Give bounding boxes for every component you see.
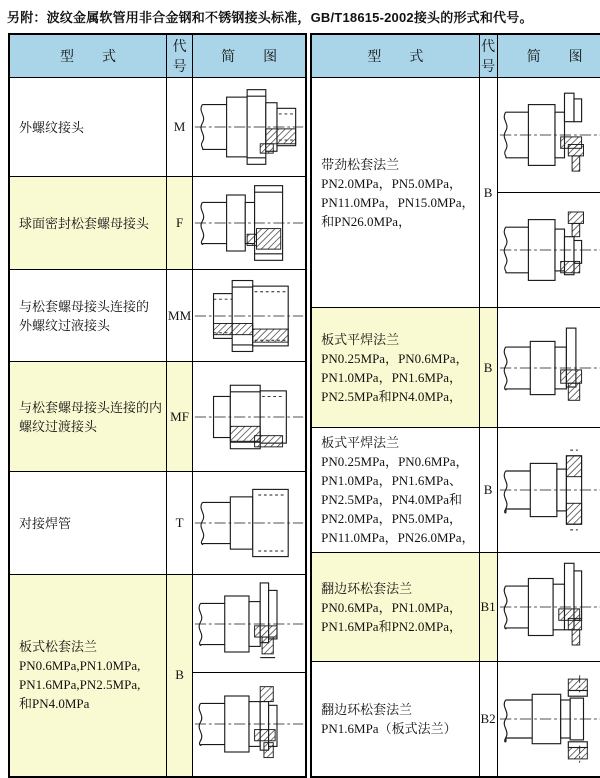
document-page <box>0 7 600 778</box>
type-cell <box>9 177 167 270</box>
fitting-diagram <box>193 271 305 361</box>
table-row <box>311 428 600 553</box>
code-cell: B1 <box>479 553 497 662</box>
diagram-cell <box>497 662 600 777</box>
type-line: PN1.6MPa和PN2.0MPa， <box>321 618 462 634</box>
type-line: PN0.6MPa,PN1.0MPa, <box>19 658 141 674</box>
type-line: PN11.0MPa，PN15.0MPa， <box>321 194 475 210</box>
type-cell <box>311 428 479 553</box>
fitting-diagram <box>193 478 305 568</box>
page-title: 另附：波纹金属软管用非合金钢和不锈钢接头标准，GB/T18615-2002接头的形式和代号。 <box>7 10 533 25</box>
type-line: 板式平焊法兰 <box>321 331 400 347</box>
table-row <box>9 472 306 575</box>
header-row <box>311 34 600 78</box>
header-type: 型 式 <box>9 34 167 78</box>
header-code: 代号 <box>479 34 497 78</box>
type-cell <box>311 308 479 428</box>
diagram-cell <box>193 472 307 575</box>
type-cell <box>9 362 167 472</box>
type-cell <box>311 553 479 662</box>
type-line: 板式松套法兰 <box>19 639 98 655</box>
type-line: PN1.0MPa，PN1.6MPa、 <box>321 473 462 488</box>
diagram-cell <box>497 553 600 662</box>
table-row <box>311 662 600 777</box>
type-line: 板式平焊法兰 <box>321 435 400 450</box>
type-line: PN0.25MPa，PN0.6MPa， <box>321 350 469 366</box>
type-line: PN2.0MPa，PN5.0MPa， <box>321 175 462 191</box>
header-diagram: 简 图 <box>193 34 307 78</box>
type-cell <box>9 575 167 777</box>
code-cell: B <box>479 78 497 308</box>
joint-table-left <box>8 33 307 778</box>
type-cell <box>311 662 479 777</box>
diagram-cell <box>497 308 600 428</box>
table-row <box>311 553 600 662</box>
type-line: PN2.0MPa，PN5.0MPa， <box>321 511 462 526</box>
type-line: 和PN26.0MPa， <box>321 213 412 229</box>
fitting-diagram <box>498 204 600 296</box>
type-line: 球面密封松套螺母接头 <box>19 215 150 231</box>
table-row <box>9 575 306 673</box>
diagram-cell <box>497 193 600 308</box>
code-cell: T <box>167 472 193 575</box>
table-row <box>9 177 306 270</box>
diagram-cell <box>193 78 307 177</box>
fitting-diagram <box>193 579 305 669</box>
type-line: PN1.0MPa，PN1.6MPa， <box>321 369 462 385</box>
type-line: 翻边环松套法兰 <box>321 701 413 717</box>
fitting-diagram <box>498 561 600 653</box>
table-row <box>9 78 306 177</box>
code-cell: F <box>167 177 193 270</box>
fitting-diagram <box>498 673 600 765</box>
type-line: 对接焊管 <box>19 515 72 531</box>
type-line: 翻边环松套法兰 <box>321 580 413 596</box>
header-diagram: 简 图 <box>497 34 600 78</box>
type-line: 带劲松套法兰 <box>321 156 400 172</box>
type-line: PN2.5MPa和PN4.0MPa， <box>321 388 462 404</box>
type-line: PN1.6MPa（板式法兰） <box>321 720 457 736</box>
type-line: PN11.0MPa，PN26.0MPa， <box>321 530 475 545</box>
type-line: PN1.6MPa,PN2.5MPa, <box>19 677 141 693</box>
fitting-diagram <box>193 178 305 268</box>
code-cell: MM <box>167 270 193 362</box>
fitting-diagram <box>498 89 600 181</box>
tables-container <box>8 33 600 778</box>
type-line: 螺纹过渡接头 <box>19 418 98 434</box>
fitting-diagram <box>193 82 305 172</box>
fitting-diagram <box>498 444 600 536</box>
type-line: PN0.25MPa，PN0.6MPa， <box>321 454 469 469</box>
diagram-cell <box>497 78 600 193</box>
type-line: PN2.5MPa，PN4.0MPa和 <box>321 492 462 507</box>
header-type: 型 式 <box>311 34 479 78</box>
header-row <box>9 34 306 78</box>
code-cell: MF <box>167 362 193 472</box>
table-row <box>9 270 306 362</box>
fitting-diagram <box>498 322 600 414</box>
type-line: PN0.6MPa，PN1.0MPa， <box>321 599 462 615</box>
diagram-cell <box>497 428 600 553</box>
type-cell <box>311 78 479 308</box>
code-cell: B <box>167 575 193 777</box>
type-line: 与松套螺母接头连接的 <box>19 298 150 314</box>
diagram-cell <box>193 673 307 777</box>
joint-table-right <box>310 33 600 778</box>
table-row <box>311 308 600 428</box>
diagram-cell <box>193 575 307 673</box>
diagram-cell <box>193 270 307 362</box>
diagram-cell <box>193 177 307 270</box>
type-line: 外螺纹过液接头 <box>19 317 111 333</box>
diagram-cell <box>193 362 307 472</box>
type-cell <box>9 78 167 177</box>
type-line: 外螺纹接头 <box>19 119 85 135</box>
header-code: 代号 <box>167 34 193 78</box>
code-cell: B <box>479 308 497 428</box>
code-cell: B <box>479 428 497 553</box>
type-cell <box>9 472 167 575</box>
type-line: 与松套螺母接头连接的内 <box>19 399 163 415</box>
fitting-diagram <box>193 372 305 462</box>
table-row <box>311 78 600 193</box>
table-row <box>9 362 306 472</box>
code-cell: M <box>167 78 193 177</box>
type-line: 和PN4.0MPa <box>19 696 90 712</box>
code-cell: B2 <box>479 662 497 777</box>
fitting-diagram <box>193 679 305 769</box>
type-cell <box>9 270 167 362</box>
